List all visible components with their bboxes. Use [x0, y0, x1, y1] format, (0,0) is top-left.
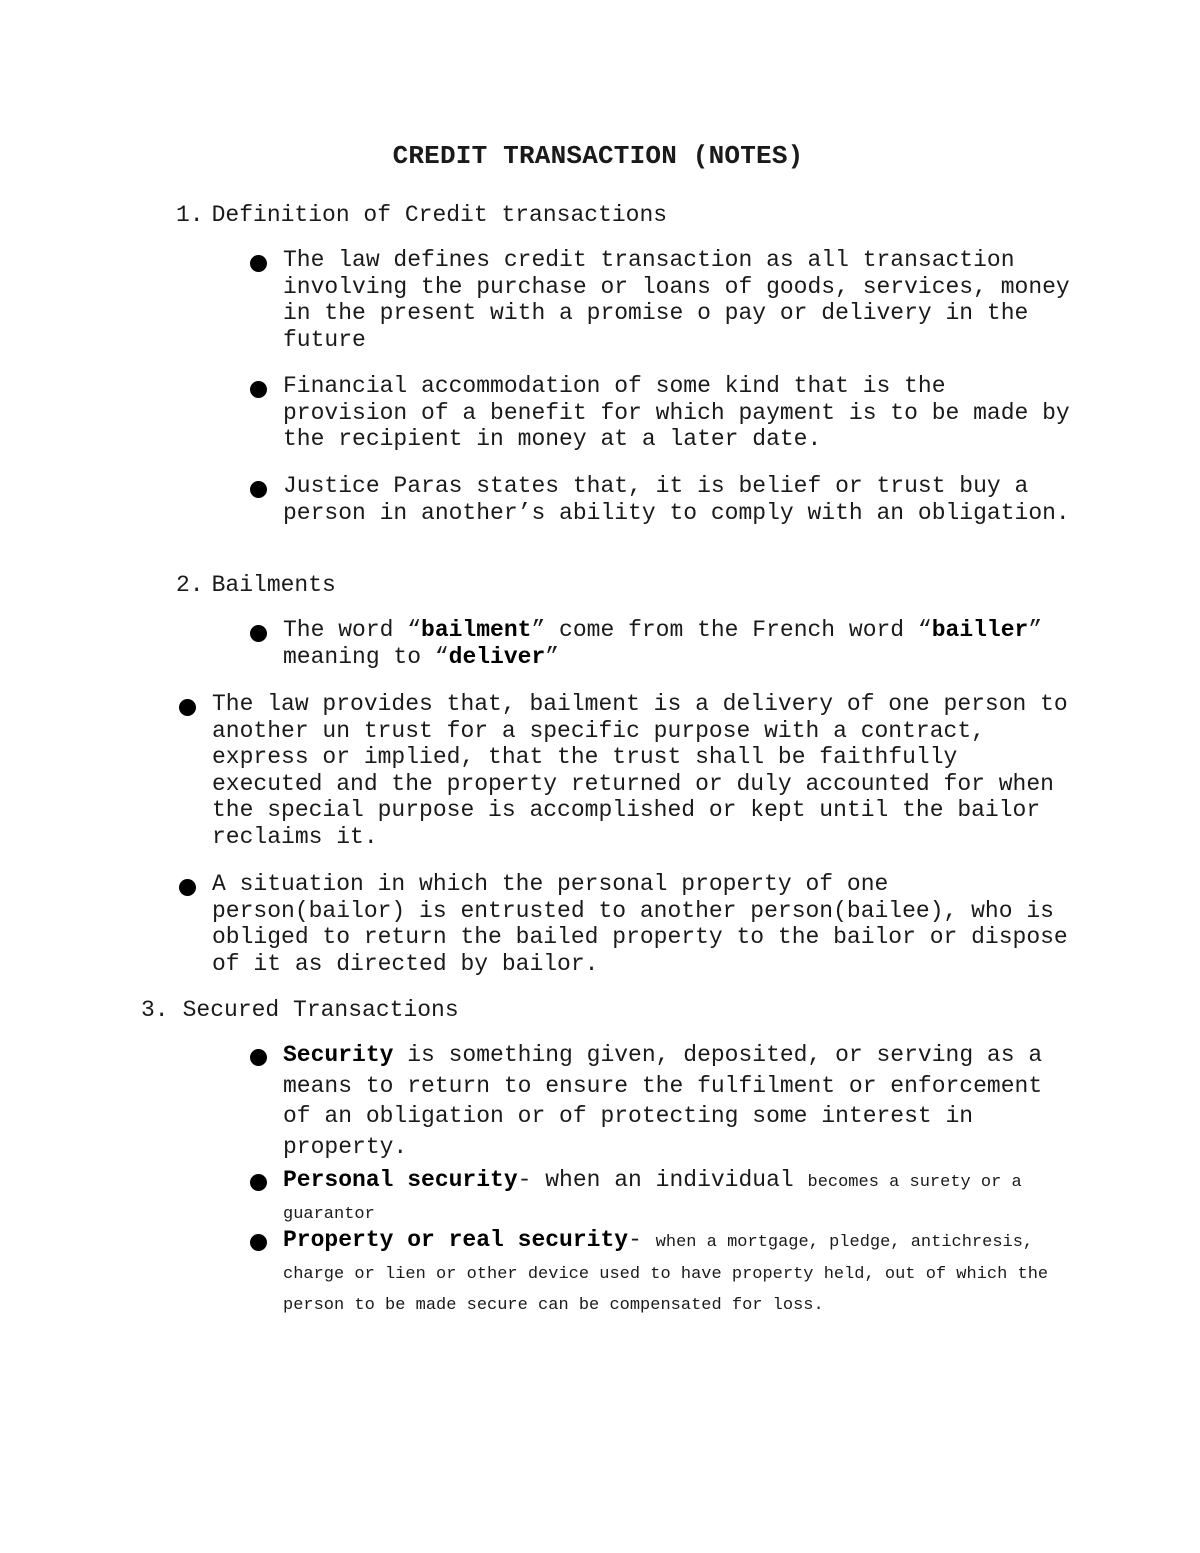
section-title: Bailments [211, 572, 336, 598]
document-title: CREDIT TRANSACTION (NOTES) [392, 141, 804, 171]
section-number: 1. [176, 202, 204, 228]
bullet-text: The law defines credit transaction as all transaction involving the purchase or loans of goods, services, money in the present with a promise o pay or delivery in the future [283, 247, 1070, 353]
bullet-icon [250, 1174, 267, 1191]
list-item [212, 871, 1072, 977]
bullet-text: Personal security- when an individual becomes a surety or a guarantor [283, 1167, 1022, 1224]
section-number: 3. [141, 997, 169, 1023]
list-item [283, 373, 1073, 453]
section-title: Definition of Credit transactions [211, 202, 668, 228]
bullet-icon [179, 879, 196, 896]
bullet-icon [250, 381, 267, 398]
bullet-icon [250, 625, 267, 642]
bullet-text: The law provides that, bailment is a delivery of one person to another un trust for a specific purpose with a contract, express or implied, that the trust shall be faithfully executed and the property returned or duly accounted for when the special purpose is accomplished or kept until the bailor reclaims it. [212, 691, 1068, 850]
bold-term: deliver [448, 643, 546, 670]
bold-term: Personal security [283, 1167, 518, 1193]
bullet-text: A situation in which the personal property of one person(bailor) is entrusted to another person(bailee), who is obliged to return the bailed property to the bailor or dispose of it as directed by bailor. [212, 871, 1068, 977]
section-heading-1 [176, 202, 667, 228]
section-heading-3 [141, 997, 459, 1023]
section-number: 2. [176, 572, 204, 598]
bold-term: bailler [931, 617, 1029, 643]
section-title: Secured Transactions [182, 997, 459, 1023]
section-heading-2 [176, 572, 336, 598]
list-item [212, 691, 1072, 851]
bullet-icon [250, 1234, 267, 1251]
list-item [283, 247, 1073, 353]
bullet-icon [250, 1049, 267, 1066]
bullet-text: Property or real security- when a mortgage, pledge, antichresis, charge or lien or other device used to have property held, out of which the person to be made secure can be compensated for loss. [283, 1227, 1049, 1315]
bullet-text: Security is something given, deposited, or serving as a means to return to ensure the fulfilment or enforcement of an obligation or of protecting some interest in property. [283, 1042, 1043, 1160]
bullet-icon [250, 255, 267, 272]
bold-term: bailment [421, 617, 532, 643]
bullet-text: Financial accommodation of some kind that is the provision of a benefit for which payment is to be made by the recipient in money at a later date. [283, 373, 1070, 453]
bullet-icon [250, 481, 267, 498]
bold-term: Security [283, 1042, 394, 1068]
bullet-text: Justice Paras states that, it is belief or trust buy a person in another’s ability to comply with an obligation. [283, 473, 1070, 526]
list-item [283, 1226, 1083, 1321]
list-item [283, 1040, 1083, 1162]
list-item [283, 617, 1083, 670]
bold-term: Property or real security [283, 1227, 629, 1253]
list-item [283, 1166, 1073, 1229]
bullet-icon [179, 699, 196, 716]
list-item [283, 473, 1073, 526]
bullet-text: The word “bailment” come from the French word “bailler” meaning to “deliver” [283, 617, 1043, 670]
